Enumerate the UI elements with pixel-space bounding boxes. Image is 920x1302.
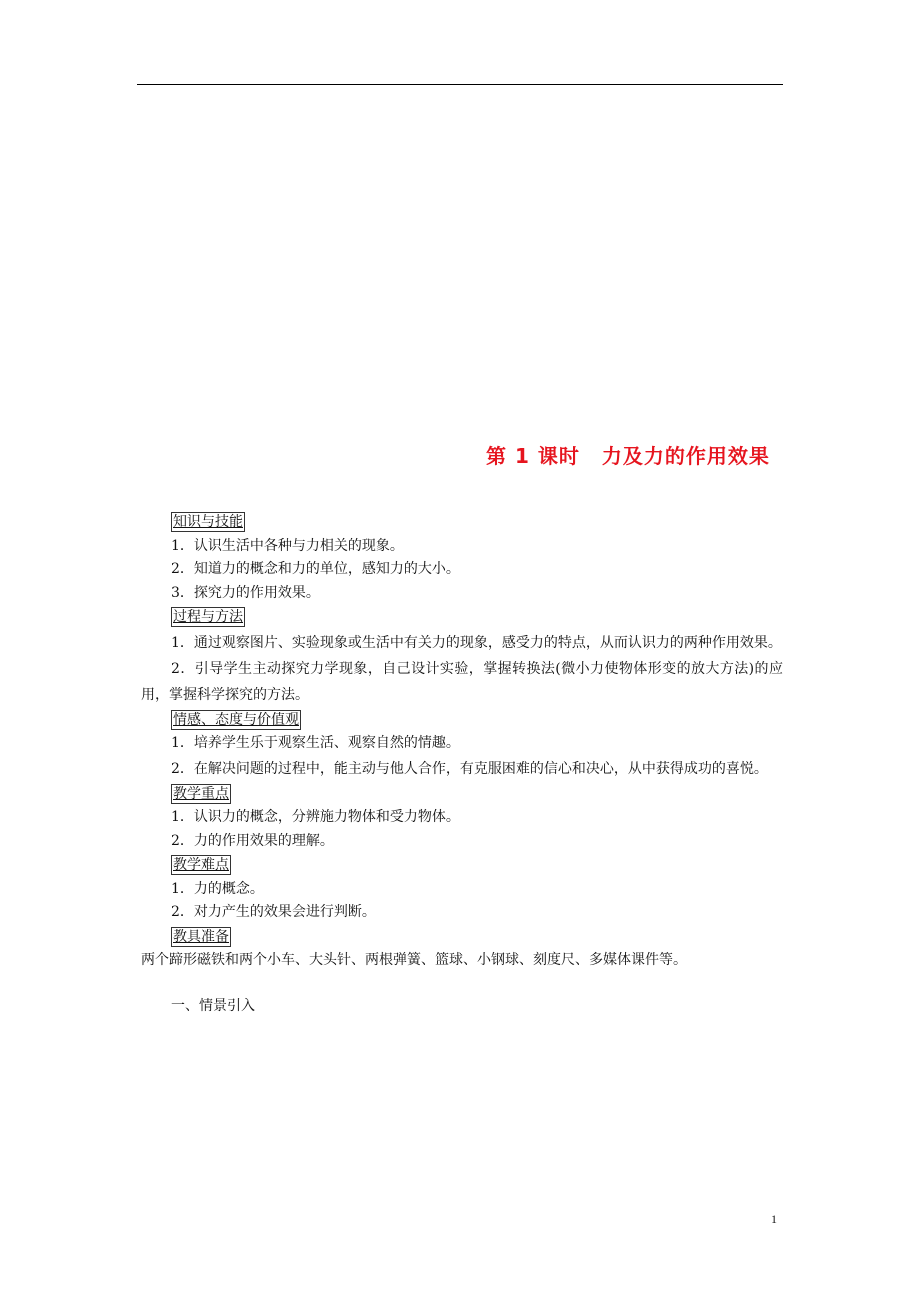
list-item: 1．通过观察图片、实验现象或生活中有关力的现象，感受力的特点，从而认识力的两种作用效果。 [171, 634, 782, 651]
section-key-points [141, 782, 783, 854]
section-process-methods [141, 605, 783, 708]
section-teaching-aids [141, 925, 783, 973]
section-knowledge-skills [141, 510, 783, 605]
list-item: 2．引导学生主动探究力学现象，自己设计实验，掌握转换法(微小力使物体形变的放大方法)的应用，掌握科学探究的方法。 [141, 660, 783, 703]
list-item: 1．培养学生乐于观察生活、观察自然的情趣。 [171, 735, 460, 751]
lesson-title [486, 440, 770, 469]
teaching-aids-text: 两个蹄形磁铁和两个小车、大头针、两根弹簧、篮球、小钢球、刻度尺、多媒体课件等。 [141, 952, 687, 968]
list-item: 2．力的作用效果的理解。 [171, 832, 334, 849]
lesson-number: 第 1 课时 [486, 444, 580, 468]
list-item: 1．力的概念。 [171, 880, 264, 897]
list-item: 1．认识生活中各种与力相关的现象。 [171, 537, 404, 554]
header-rule [137, 84, 783, 85]
page-number: 1 [771, 1212, 777, 1226]
section-heading: 教学难点 [173, 857, 229, 873]
lesson-content [141, 510, 783, 1018]
section-heading: 过程与方法 [173, 609, 243, 625]
list-item: 2．在解决问题的过程中，能主动与他人合作，有克服困难的信心和决心，从中获得成功的喜悦。 [171, 760, 768, 777]
intro-heading: 一、情景引入 [171, 997, 255, 1014]
section-emotion-values [141, 708, 783, 782]
section-heading: 知识与技能 [173, 514, 243, 530]
section-difficult-points [141, 853, 783, 925]
list-item: 2．知道力的概念和力的单位，感知力的大小。 [171, 561, 460, 577]
section-heading: 教具准备 [173, 928, 229, 945]
list-item: 1．认识力的概念，分辨施力物体和受力物体。 [171, 809, 460, 825]
section-heading: 情感、态度与价值观 [173, 711, 299, 728]
section-heading: 教学重点 [173, 785, 229, 802]
list-item: 2．对力产生的效果会进行判断。 [171, 904, 376, 920]
lesson-topic: 力及力的作用效果 [601, 444, 770, 468]
list-item: 3．探究力的作用效果。 [171, 584, 320, 601]
